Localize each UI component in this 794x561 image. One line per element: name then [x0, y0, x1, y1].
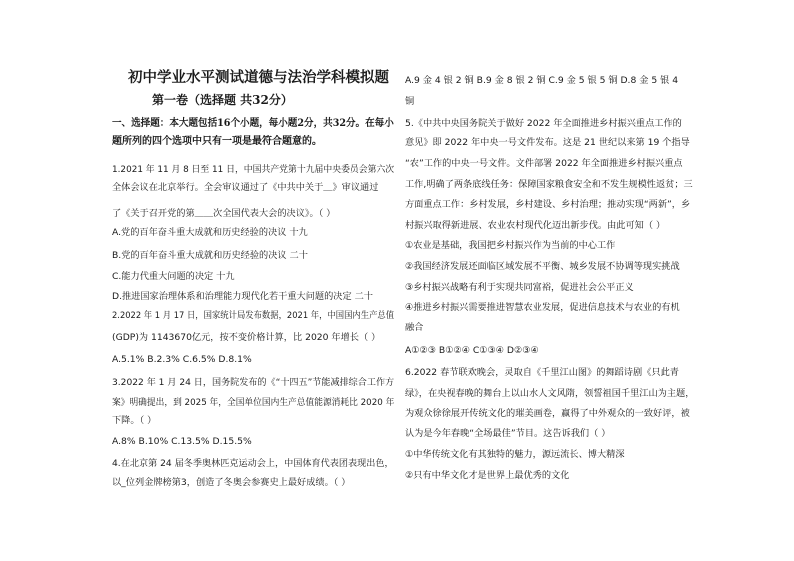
- question-line: (GDP)为 1143670亿元，按不变价格计算，比 2020 年增长（ ）: [112, 332, 381, 343]
- question-line: 工作,明确了两条底线任务：保障国家粮食安全和不发生规模性返贫；三: [405, 179, 693, 190]
- instruction-line: 题所列的四个选项中只有一项是最符合题意的。: [112, 136, 322, 147]
- statement-item: ①农业是基础，我国把乡村振兴作为当前的中心工作: [405, 240, 616, 251]
- question-line: 以_位列金牌榜第3，创造了冬奥会参赛史上最好成绩。（ ）: [112, 477, 351, 488]
- question-line: 绿》，在央视春晚的舞台上以山水人文风隋，领誓祖国千里江山为主题，: [405, 388, 695, 399]
- question-line: 下降。（ ）: [112, 415, 157, 426]
- question-line: 方面重点工作：乡村发展，乡村建设、乡村治理；推动实现“两新”，乡: [405, 199, 691, 210]
- question-line: 3.2022 年 1 月 24 日，国务院发布的《“十四五”节能减排综合工作方: [112, 377, 395, 388]
- section-subtitle: 第一卷（选择题 共32分）: [152, 93, 293, 107]
- question-line: 全体会议在北京举行。全会审议通过了《中共中关于＿》审议通过: [112, 182, 379, 193]
- question-line: 了《关于召开党的第＿＿次全国代表大会的决议》。（ ）: [112, 208, 336, 219]
- answer-option: B.党的百年奋斗重大成就和历史经验的决议 二十: [112, 250, 308, 261]
- answer-option: A.8% B.10% C.13.5% D.15.5%: [112, 436, 252, 447]
- statement-item: ②我国经济发展还面临区域发展不平衡、城乡发展不协调等现实挑战: [405, 261, 680, 272]
- question-line: 为观众徐徐展开传统文化的璀美画卷，赢得了中外观众的一致好评，被: [405, 408, 690, 419]
- answer-option: D.推进国家治理体系和治理能力现代化若干重大问题的决定 二十: [112, 291, 373, 302]
- instruction-line: 一、选择题：本大题包括16个小题，每小题2分，共32分。在每小: [112, 118, 394, 129]
- answer-option: A.5.1% B.2.3% C.6.5% D.8.1%: [112, 354, 252, 365]
- question-line: 村振兴取得新进展、农业农村现代化迈出新步伐。由此可知（ ）: [405, 220, 666, 231]
- answer-option: A.党的百年奋斗重大成就和历史经验的决议 十九: [112, 227, 308, 238]
- answer-option: C.能力代重大问题的决定 十九: [112, 271, 235, 282]
- question-line: 认为是今年春晚“全场最佳”节目。这告诉我们（ ）: [405, 428, 611, 439]
- question-line: “农”工作的中央一号文件。文件部署 2022 年全面推进乡村振兴重点: [405, 158, 683, 169]
- question-line: 5.《中共中央国务院关于做好 2022 年全面推进乡村振兴重点工作的: [405, 118, 682, 129]
- statement-item: ①中华传统文化有其独特的魅力，源远流长、博大精深: [405, 449, 625, 460]
- statement-item: ③乡村振兴战略有利于实现共同富裕，促进社会公平正义: [405, 282, 634, 293]
- answer-option: A.9 金 4 银 2 铜 B.9 金 8 银 2 铜 C.9 金 5 银 5 铜 D.8 金 5 银 4: [405, 75, 679, 86]
- question-line: 2.2022 年 1 月 17 日，国家统计局发布数据，2021 年，中国国内生产总值: [112, 310, 395, 321]
- page-title: 初中学业水平测试道德与法治学科模拟题: [128, 69, 389, 86]
- question-line: 4.在北京第 24 届冬季奥林匹克运动会上，中国体育代表团表现出色，: [112, 458, 394, 469]
- question-line: 意见》即 2022 年中央一号文件发布。这是 21 世纪以来第 19 个指导: [405, 137, 690, 148]
- question-line: 1.2021 年 11 月 8 日至 11 日，中国共产党第十九届中央委员会第六次: [112, 164, 395, 175]
- statement-item: ②只有中华文化才是世界上最优秀的文化: [405, 470, 570, 481]
- statement-item: 融合: [405, 322, 424, 333]
- statement-item: ④推进乡村振兴需要推进智慧农业发展，促进信息技术与农业的有机: [405, 302, 680, 313]
- answer-option: 铜: [405, 96, 415, 107]
- answer-option: A①②③ B①②④ C①③④ D②③④: [405, 345, 539, 356]
- question-line: 6.2022 春节联欢晚会，灵取自《千里江山图》的舞蹈诗剧《只此青: [405, 367, 679, 378]
- question-line: 案》明确提出，到 2025 年，全国单位国内生产总值能源消耗比 2020 年: [112, 397, 395, 408]
